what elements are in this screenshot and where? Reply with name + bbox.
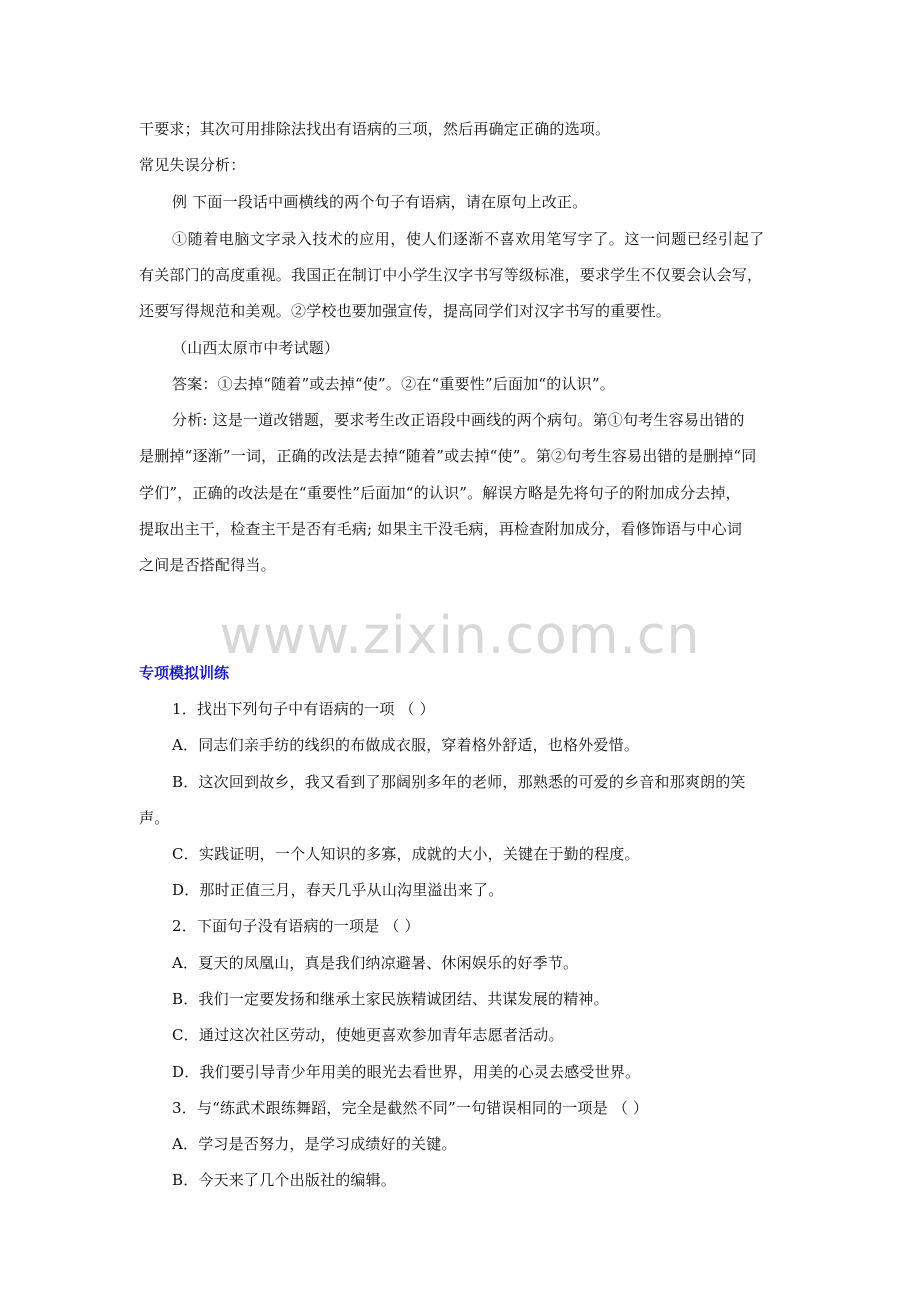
question-1-stem: 1．找出下列句子中有语病的一项 （ ）	[172, 700, 435, 718]
watermark: www.zixin.com.cn	[219, 606, 701, 666]
question-2-option-a: A．夏天的凤凰山，真是我们纳凉避暑、休闲娱乐的好季节。	[172, 954, 579, 972]
question-1-option-a: A．同志们亲手纺的线织的布做成衣服，穿着格外舒适，也格外爱惜。	[172, 736, 640, 754]
question-3-stem: 3．与“练武术跟练舞蹈，完全是截然不同”一句错误相同的一项是 （ ）	[172, 1099, 649, 1117]
question-1-option-c: C．实践证明，一个人知识的多寡，成就的大小，关键在于勤的程度。	[172, 845, 640, 863]
example-analysis-line: 学们”，正确的改法是在“重要性”后面加“的认识”。解误方略是先将句子的附加成分去掉，	[139, 484, 741, 502]
example-analysis-line: 提取出主干，检查主干是否有毛病; 如果主干没毛病，再检查附加成分，看修饰语与中心词	[139, 520, 743, 538]
question-2-option-b: B．我们一定要发扬和继承土家民族精诚团结、共谋发展的精神。	[172, 990, 609, 1008]
intro-continuation: 干要求；其次可用排除法找出有语病的三项，然后再确定正确的选项。	[139, 120, 611, 138]
example-passage-line: 有关部门的高度重视。我国正在制订中小学生汉字书写等级标准，要求学生不仅要会认会写，	[139, 266, 763, 284]
example-prompt: 例 下面一段话中画横线的两个句子有语病，请在原句上改正。	[172, 193, 588, 211]
question-3-option-b: B．今天来了几个出版社的编辑。	[172, 1171, 397, 1189]
practice-heading: 专项模拟训练	[139, 664, 230, 682]
question-2-option-d: D．我们要引导青少年用美的眼光去看世界，用美的心灵去感受世界。	[172, 1063, 641, 1081]
question-2-stem: 2．下面句子没有语病的一项是 （ ）	[172, 917, 420, 935]
question-3-option-a: A．学习是否努力，是学习成绩好的关键。	[172, 1135, 457, 1153]
example-analysis-line: 分析: 这是一道改错题，要求考生改正语段中画线的两个病句。第①句考生容易出错的	[172, 411, 745, 429]
example-passage-line: ①随着电脑文字录入技术的应用，使人们逐渐不喜欢用笔写字了。这一问题已经引起了	[172, 230, 765, 248]
question-1-option-b: B．这次回到故乡，我又看到了那阔别多年的老师，那熟悉的可爱的乡音和那爽朗的笑	[172, 773, 746, 791]
example-source: （山西太原市中考试题）	[172, 339, 340, 357]
example-analysis-line: 之间是否搭配得当。	[139, 556, 276, 574]
question-1-option-b-continued: 声。	[139, 809, 170, 827]
question-1-option-d: D．那时正值三月，春天几乎从山沟里溢出来了。	[172, 881, 504, 899]
common-errors-heading: 常见失误分析：	[139, 156, 246, 174]
example-analysis-line: 是删掉“逐渐”一词，正确的改法是去掉“随着”或去掉“使”。第②句考生容易出错的是删掉“同	[139, 447, 757, 465]
example-passage-line: 还要写得规范和美观。②学校也要加强宣传，提高同学们对汉字书写的重要性。	[139, 302, 672, 320]
question-2-option-c: C．通过这次社区劳动，使她更喜欢参加青年志愿者活动。	[172, 1026, 564, 1044]
example-answer: 答案：①去掉“随着”或去掉“使”。②在“重要性”后面加“的认识”。	[172, 375, 615, 393]
